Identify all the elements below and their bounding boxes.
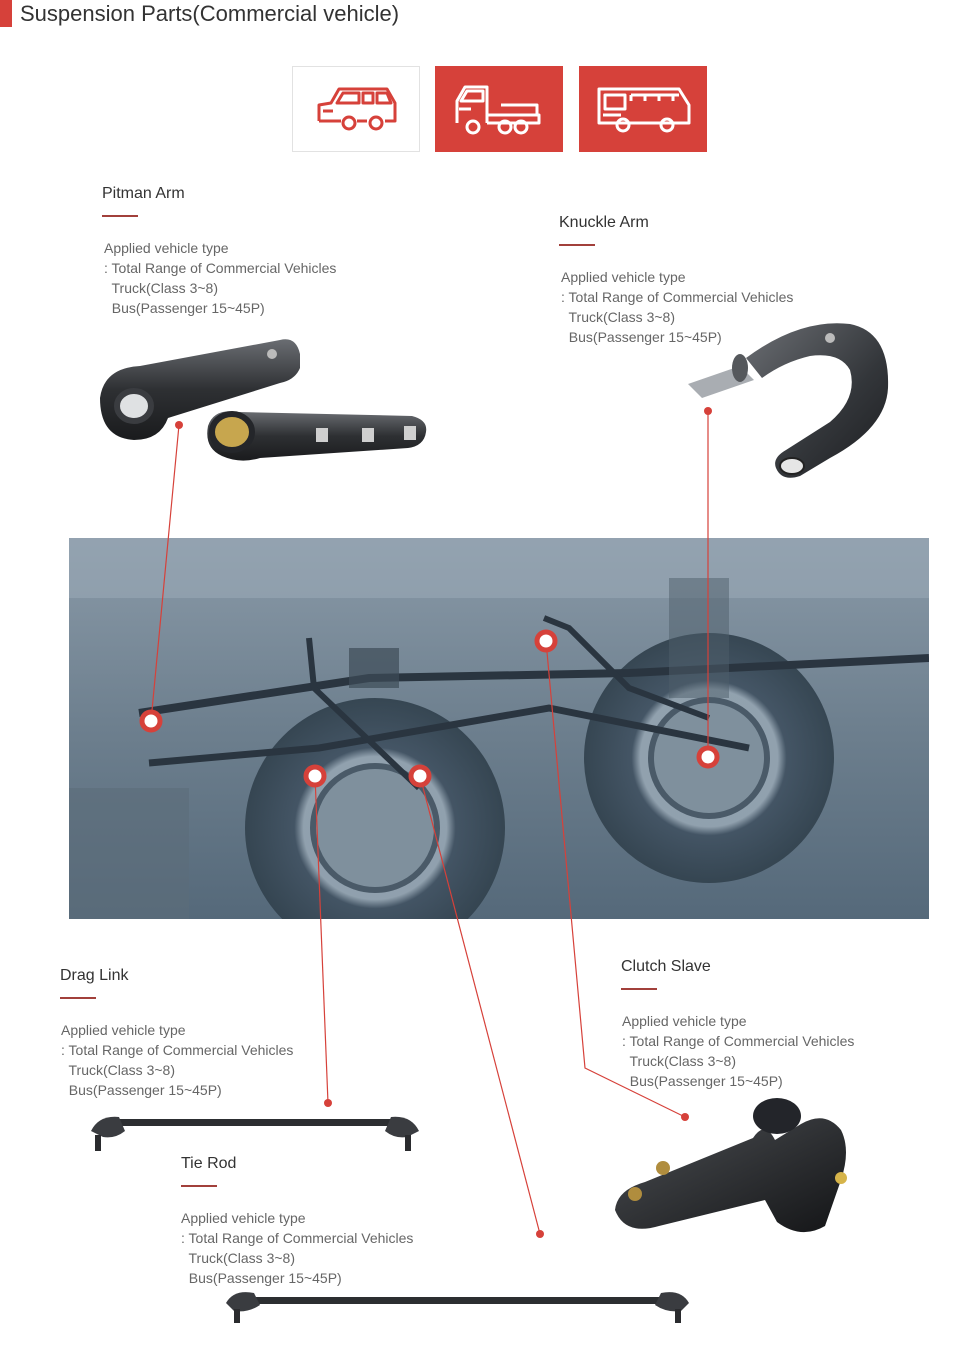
chassis-photo (69, 538, 929, 919)
pitman-arm-image (90, 328, 440, 468)
hotspot-clutch-slave[interactable] (537, 632, 555, 650)
endpoint-dot (536, 1230, 544, 1238)
part-name: Tie Rod (181, 1155, 237, 1172)
divider (621, 988, 657, 990)
part-name: Drag Link (60, 967, 129, 984)
page-title: Suspension Parts(Commercial vehicle) (20, 1, 400, 26)
bus-icon (591, 79, 695, 139)
title-accent-bar (0, 0, 12, 27)
truck-icon (451, 79, 547, 139)
part-description: Applied vehicle type : Total Range of Commercial Vehicles Truck(Class 3~8) Bus(Passenger 15~45P) (104, 240, 337, 316)
tie-rod-image (220, 1285, 695, 1329)
part-name: Clutch Slave (621, 958, 711, 975)
divider (181, 1185, 217, 1187)
divider (559, 244, 595, 246)
part-description: Applied vehicle type : Total Range of Commercial Vehicles Truck(Class 3~8) Bus(Passenger 15~45P) (561, 269, 794, 345)
tab-bus[interactable] (579, 66, 707, 152)
hotspot-pitman-arm[interactable] (142, 712, 160, 730)
part-description: Applied vehicle type : Total Range of Commercial Vehicles Truck(Class 3~8) Bus(Passenger 15~45P) (181, 1210, 414, 1286)
part-description: Applied vehicle type : Total Range of Commercial Vehicles Truck(Class 3~8) Bus(Passenger 15~45P) (61, 1022, 294, 1098)
clutch-slave-image (605, 1090, 855, 1240)
part-description: Applied vehicle type : Total Range of Commercial Vehicles Truck(Class 3~8) Bus(Passenger 15~45P) (622, 1013, 855, 1089)
hotspot-tie-rod[interactable] (411, 767, 429, 785)
divider (102, 215, 138, 217)
part-pitman-arm (102, 185, 336, 318)
part-name: Knuckle Arm (559, 214, 649, 231)
part-name: Pitman Arm (102, 185, 185, 202)
part-drag-link (60, 967, 293, 1100)
truck-chassis-image (69, 538, 929, 919)
suv-icon (311, 81, 401, 137)
tab-suv[interactable] (292, 66, 420, 152)
drag-link-image (85, 1105, 425, 1165)
hotspot-knuckle-arm[interactable] (699, 748, 717, 766)
knuckle-arm-image (680, 318, 910, 486)
divider (60, 997, 96, 999)
hotspot-drag-link[interactable] (306, 767, 324, 785)
part-tie-rod (181, 1155, 413, 1288)
part-clutch-slave (621, 958, 854, 1091)
tab-truck[interactable] (435, 66, 563, 152)
